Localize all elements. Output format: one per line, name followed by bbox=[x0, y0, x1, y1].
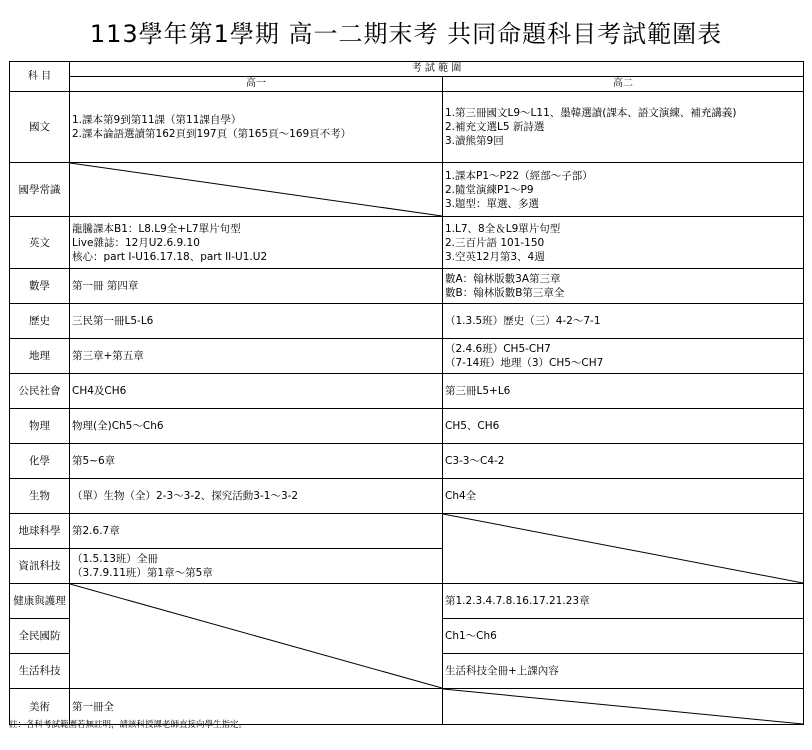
scope-line: 2.補充文選L5 新詩選 bbox=[445, 121, 545, 133]
scope-line: CH4及CH6 bbox=[72, 385, 127, 397]
grade1-scope bbox=[70, 339, 443, 374]
subject-name: 全民國防 bbox=[10, 619, 70, 654]
grade1-scope bbox=[70, 217, 443, 269]
scope-line: Live雜誌：12月U2.6.9.10 bbox=[72, 236, 200, 249]
scope-line: C3-3～C4-2 bbox=[445, 455, 505, 467]
subject-name: 生物 bbox=[10, 479, 70, 514]
scope-line: 1.L7、8全＆L9單片句型 bbox=[445, 222, 561, 235]
exam-scope-table bbox=[9, 61, 804, 725]
scope-line: （7-14班）地理（3）CH5～CH7 bbox=[445, 357, 604, 369]
subject-name: 國文 bbox=[10, 92, 70, 163]
scope-line: 第2.6.7章 bbox=[72, 525, 120, 537]
grade2-scope bbox=[443, 479, 804, 514]
scope-line: 2.課本論語選讀第162頁到197頁（第165頁～169頁不考） bbox=[72, 128, 352, 140]
table-row bbox=[10, 217, 804, 269]
scope-line: Ch1～Ch6 bbox=[445, 630, 497, 642]
scope-line: 2.隨堂演練P1～P9 bbox=[445, 183, 534, 196]
grade2-scope bbox=[443, 374, 804, 409]
grade2-header: 高二 bbox=[443, 77, 804, 92]
scope-line: （1.5.13班）全冊 bbox=[72, 553, 158, 565]
diagonal-slash bbox=[443, 689, 803, 724]
diagonal-slash bbox=[443, 514, 803, 583]
scope-line: 3.空英12月第3、4週 bbox=[445, 250, 545, 263]
subject-name: 生活科技 bbox=[10, 654, 70, 689]
grade1-scope bbox=[70, 269, 443, 304]
table-row bbox=[10, 444, 804, 479]
subject-name: 美術 bbox=[10, 689, 70, 725]
range-header: 考 試 範 圍 bbox=[70, 62, 804, 77]
scope-line: 數B：翰林版數B第三章全 bbox=[445, 287, 565, 299]
scope-line: （1.3.5班）歷史（三）4-2～7-1 bbox=[445, 315, 601, 327]
grade2-scope bbox=[443, 584, 804, 619]
grade1-scope bbox=[70, 479, 443, 514]
scope-line: （3.7.9.11班）第1章～第5章 bbox=[72, 567, 213, 579]
subject-name: 化學 bbox=[10, 444, 70, 479]
scope-line: 第一冊 第四章 bbox=[72, 280, 139, 292]
scope-line: 第三章+第五章 bbox=[72, 350, 144, 362]
grade2-scope bbox=[443, 92, 804, 163]
scope-line: （2.4.6班）CH5-CH7 bbox=[445, 343, 551, 355]
table-row bbox=[10, 339, 804, 374]
grade2-scope bbox=[443, 304, 804, 339]
scope-line: 物理(全)Ch5～Ch6 bbox=[72, 420, 164, 432]
table-row bbox=[10, 479, 804, 514]
subject-name: 健康與護理 bbox=[10, 584, 70, 619]
subject-name: 國學常識 bbox=[10, 163, 70, 217]
subject-name: 歷史 bbox=[10, 304, 70, 339]
grade1-scope bbox=[70, 444, 443, 479]
scope-line: 1.課本P1～P22（經部～子部） bbox=[445, 169, 593, 182]
grade2-scope bbox=[443, 217, 804, 269]
scope-line: 三民第一冊L5-L6 bbox=[72, 315, 154, 327]
table-row bbox=[10, 92, 804, 163]
grade1-scope bbox=[70, 374, 443, 409]
grade1-scope bbox=[70, 92, 443, 163]
diagonal-slash bbox=[70, 584, 442, 688]
footnote: 註：各科考試範圍若無註明，請該科授課老師直接向學生指定。 bbox=[9, 720, 248, 730]
grade1-scope bbox=[70, 304, 443, 339]
scope-line: 1.課本第9到第11課（第11課自學） bbox=[72, 114, 242, 126]
scope-line: 第5~6章 bbox=[72, 455, 116, 467]
subject-name: 數學 bbox=[10, 269, 70, 304]
table-row bbox=[10, 409, 804, 444]
grade2-scope bbox=[443, 444, 804, 479]
grade2-scope bbox=[443, 269, 804, 304]
subject-header: 科 目 bbox=[10, 62, 70, 92]
empty-cell bbox=[70, 163, 443, 217]
scope-line: 第1.2.3.4.7.8.16.17.21.23章 bbox=[445, 595, 590, 607]
scope-line: （單）生物（全）2-3～3-2、探究活動3-1～3-2 bbox=[72, 490, 299, 502]
subject-name: 資訊科技 bbox=[10, 549, 70, 584]
grade1-scope bbox=[70, 514, 443, 549]
empty-cell bbox=[443, 514, 804, 584]
scope-line: 生活科技全冊+上課內容 bbox=[445, 665, 559, 677]
empty-cell bbox=[70, 584, 443, 689]
table-row bbox=[10, 163, 804, 217]
scope-line: 核心：part I-U16.17.18、part II-U1.U2 bbox=[72, 250, 268, 263]
grade2-scope bbox=[443, 163, 804, 217]
grade1-scope bbox=[70, 409, 443, 444]
subject-name: 物理 bbox=[10, 409, 70, 444]
scope-line: 第一冊全 bbox=[72, 700, 114, 713]
table-row bbox=[10, 304, 804, 339]
scope-line: Ch4全 bbox=[445, 490, 477, 502]
subject-name: 地球科學 bbox=[10, 514, 70, 549]
subject-name: 英文 bbox=[10, 217, 70, 269]
grade2-scope bbox=[443, 409, 804, 444]
subject-name: 公民社會 bbox=[10, 374, 70, 409]
scope-line: 第三冊L5+L6 bbox=[445, 385, 511, 397]
grade1-header: 高一 bbox=[70, 77, 443, 92]
page-title: 113學年第1學期 高一二期末考 共同命題科目考試範圍表 bbox=[89, 20, 723, 48]
scope-line: 龍騰課本B1：L8.L9全+L7單片句型 bbox=[72, 222, 241, 235]
subject-name: 地理 bbox=[10, 339, 70, 374]
grade2-scope bbox=[443, 619, 804, 654]
grade2-scope bbox=[443, 654, 804, 689]
scope-line: CH5、CH6 bbox=[445, 420, 500, 432]
grade2-scope bbox=[443, 339, 804, 374]
table-row bbox=[10, 374, 804, 409]
scope-line: 數A：翰林版數3A第三章 bbox=[445, 273, 561, 285]
table-row bbox=[10, 514, 804, 549]
diagonal-slash bbox=[70, 163, 442, 216]
scope-line: 3.讀熊第9回 bbox=[445, 135, 504, 147]
table-row bbox=[10, 269, 804, 304]
empty-cell bbox=[443, 689, 804, 725]
scope-line: 2.三百片語 101-150 bbox=[445, 236, 545, 249]
grade1-scope bbox=[70, 549, 443, 584]
table-row bbox=[10, 584, 804, 619]
scope-line: 1.第三冊國文L9～L11、墨韓選讀(課本、語文演練、補充講義) bbox=[445, 107, 737, 119]
scope-line: 3.題型：單選、多選 bbox=[445, 197, 540, 210]
